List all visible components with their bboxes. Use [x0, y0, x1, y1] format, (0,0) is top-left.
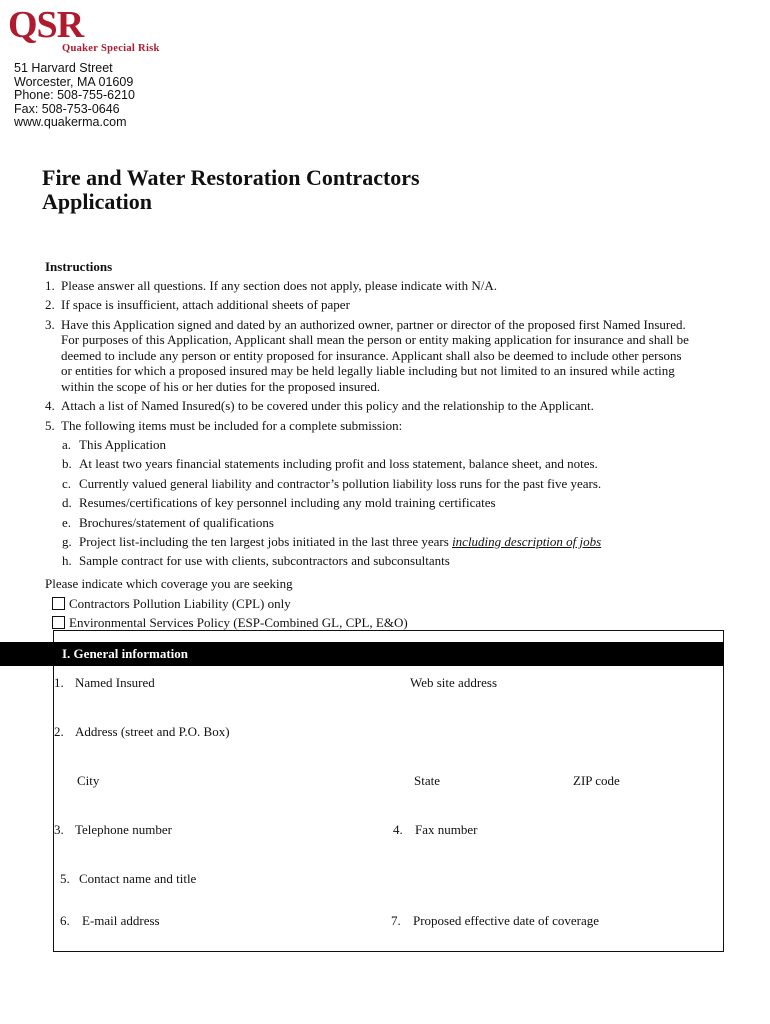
field-number: 4.	[393, 822, 403, 837]
instruction-item-3-line: deemed to include any person or entity proposed for insurance. Applicant shall also be deemed to include other persons	[61, 348, 682, 363]
coverage-checkbox-cpl[interactable]	[52, 597, 65, 610]
coverage-option-label: Contractors Pollution Liability (CPL) only	[69, 596, 291, 611]
title-line-1: Fire and Water Restoration Contractors	[42, 165, 420, 190]
instruction-item-3-line: within the scope of his or her duties for the proposed insured.	[61, 379, 381, 394]
coverage-checkbox-esp[interactable]	[52, 616, 65, 629]
section-header-bar	[0, 642, 724, 666]
sub-item	[79, 534, 601, 550]
named-insured-label: Named Insured	[75, 675, 155, 690]
sub-item-emphasis: including description of jobs	[452, 534, 602, 549]
sub-item-letter: a.	[62, 437, 72, 452]
city-label: City	[77, 773, 100, 788]
address-label: Address (street and P.O. Box)	[75, 724, 230, 739]
instruction-number: 3.	[45, 317, 55, 332]
instruction-item-3-line: or entities for which a proposed insured may be held legally liable including but not limited to an insured while acting	[61, 363, 675, 378]
company-logo	[8, 6, 178, 54]
address-street: 51 Harvard Street	[14, 61, 113, 75]
sub-item: Brochures/statement of qualifications	[79, 515, 274, 530]
sub-item: Sample contract for use with clients, subcontractors and subconsultants	[79, 553, 450, 568]
field-number: 2.	[54, 724, 64, 739]
field-number: 5.	[60, 871, 70, 886]
address-phone: Phone: 508-755-6210	[14, 88, 135, 102]
title-line-2: Application	[42, 189, 153, 214]
logo-company-name: Quaker Special Risk	[62, 43, 160, 54]
instruction-item-5: The following items must be included for a complete submission:	[61, 418, 403, 433]
instruction-item-1: Please answer all questions. If any section does not apply, please indicate with N/A.	[61, 278, 497, 293]
sub-item-letter: d.	[62, 495, 72, 510]
coverage-prompt: Please indicate which coverage you are seeking	[45, 576, 293, 591]
zip-label: ZIP code	[573, 773, 620, 788]
instruction-number: 1.	[45, 278, 55, 293]
website-label: Web site address	[410, 675, 498, 690]
field-number: 1.	[54, 675, 64, 690]
fax-label: Fax number	[415, 822, 478, 837]
email-label: E-mail address	[82, 913, 160, 928]
sub-item: At least two years financial statements including profit and loss statement, balance sheet, and notes.	[79, 456, 598, 471]
sub-item-letter: g.	[62, 534, 72, 549]
instruction-item-3-line: Have this Application signed and dated by an authorized owner, partner or director of the proposed first Named Insured.	[61, 317, 686, 332]
logo-mark: QSR	[8, 4, 84, 46]
instruction-number: 5.	[45, 418, 55, 433]
effective-date-label: Proposed effective date of coverage	[413, 913, 600, 928]
sub-item: Currently valued general liability and contractor’s pollution liability loss runs for the past five years.	[79, 476, 602, 491]
sub-item-letter: c.	[62, 476, 72, 491]
instruction-item-4: Attach a list of Named Insured(s) to be covered under this policy and the relationship to the Applicant.	[61, 398, 594, 413]
instruction-item-3-line: For purposes of this Application, Applicant shall mean the person or entity making application for insurance and shall be	[61, 332, 689, 347]
instructions-heading: Instructions	[45, 259, 113, 274]
coverage-option-label: Environmental Services Policy (ESP-Combined GL, CPL, E&O)	[69, 615, 408, 630]
field-number: 7.	[391, 913, 401, 928]
sub-item: Resumes/certifications of key personnel including any mold training certificates	[79, 495, 496, 510]
sub-item-text: Project list-including the ten largest jobs initiated in the last three years	[79, 534, 453, 549]
sub-item: This Application	[79, 437, 167, 452]
state-label: State	[414, 773, 440, 788]
contact-name-label: Contact name and title	[79, 871, 197, 886]
sub-item-letter: b.	[62, 456, 72, 471]
section-heading: I. General information	[62, 646, 189, 661]
address-website[interactable]: www.quakerma.com	[14, 115, 127, 129]
address-fax: Fax: 508-753-0646	[14, 101, 120, 116]
company-address	[14, 62, 135, 130]
instruction-item-2: If space is insufficient, attach additional sheets of paper	[61, 297, 350, 312]
telephone-label: Telephone number	[75, 822, 172, 837]
instruction-number: 2.	[45, 297, 55, 312]
document-title	[42, 166, 420, 214]
address-city: Worcester, MA 01609	[14, 74, 134, 89]
instruction-number: 4.	[45, 398, 55, 413]
field-number: 3.	[54, 822, 64, 837]
sub-item-letter: h.	[62, 553, 72, 568]
sub-item-letter: e.	[62, 515, 72, 530]
field-number: 6.	[60, 913, 70, 928]
